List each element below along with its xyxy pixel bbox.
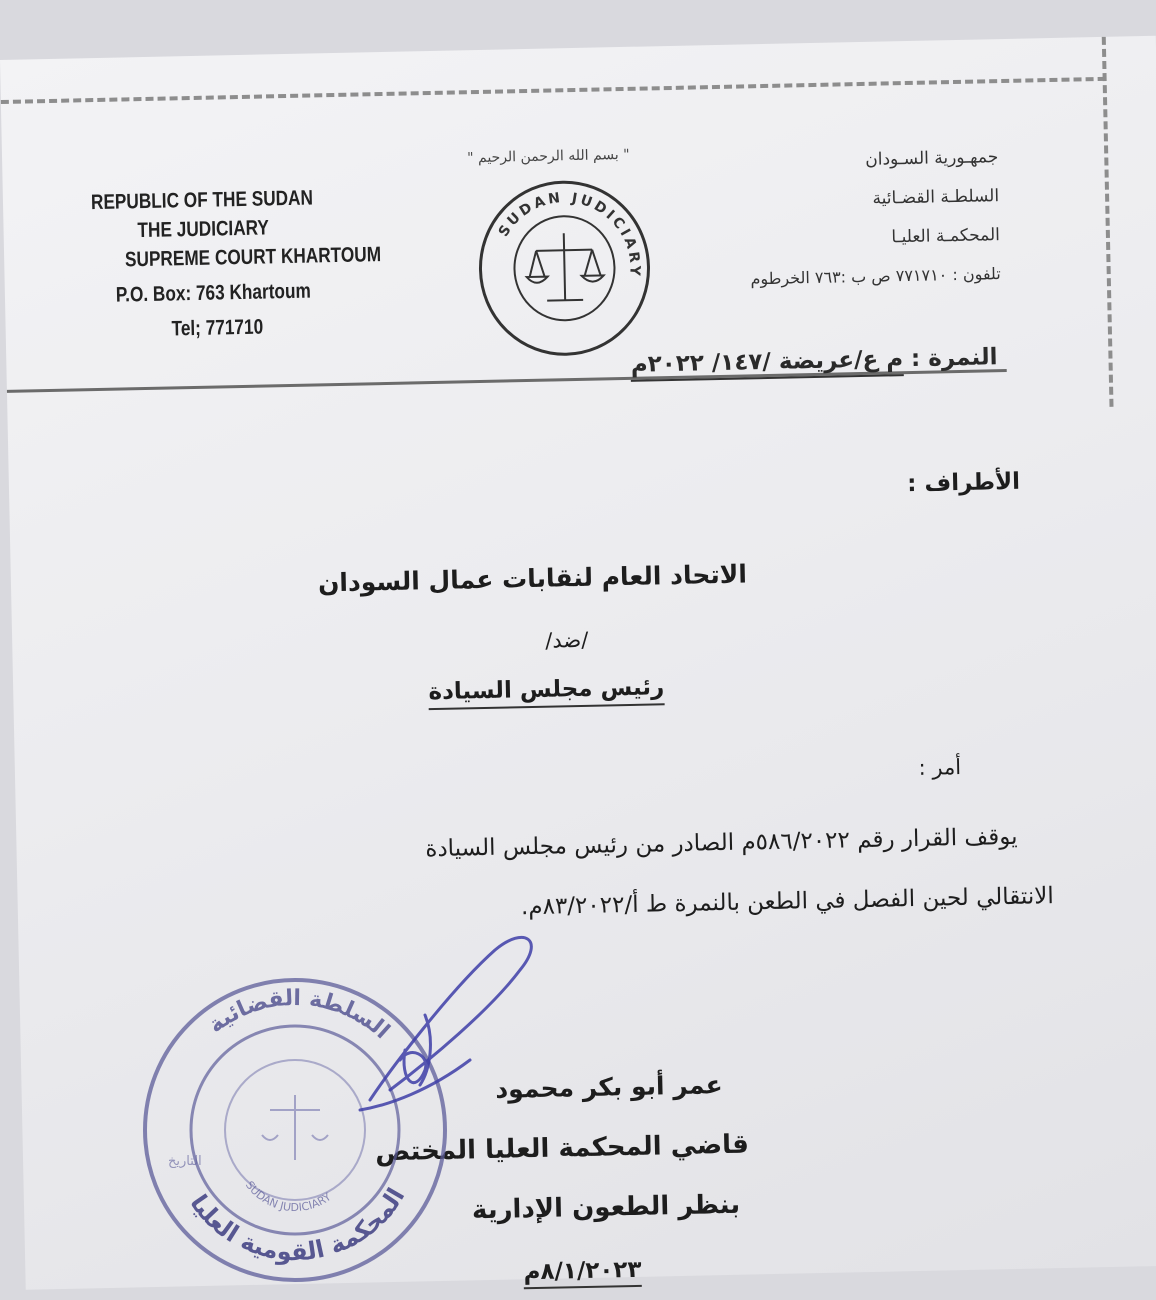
handwritten-signature-icon [330, 920, 560, 1140]
svg-text:SUDAN JUDICIARY [495, 188, 643, 282]
judge-name: عمر أبو بكر محمود [494, 1070, 723, 1104]
letterhead-country-ar: جمهـورية السـودان [865, 147, 999, 170]
order-text-line-1: يوقف القرار رقم ٥٨٦/٢٠٢٢م الصادر من رئيس مجلس السيادة [425, 823, 1018, 863]
arabic-letterhead [748, 149, 1001, 309]
letterhead-court: SUPREME COURT KHARTOUM [124, 243, 382, 272]
letterhead-court-ar: المحكمـة العليـا [891, 225, 1001, 248]
english-letterhead [91, 182, 383, 345]
letterhead-pobox: P.O. Box: 763 Khartoum [115, 279, 312, 307]
letterhead-country: REPUBLIC OF THE SUDAN [90, 186, 314, 215]
svg-text:SUDAN JUDICIARY [243, 1179, 334, 1214]
order-text-line-2: الانتقالي لحين الفصل في الطعن بالنمرة ط أ/٨٣/٢٠٢٢م. [520, 883, 1055, 921]
reference-label: النمرة : [910, 344, 998, 372]
versus-label: /ضد/ [545, 627, 589, 653]
judge-title: قاضي المحكمة العليا المختص [374, 1129, 750, 1168]
letterhead-tel: Tel; 771710 [171, 315, 264, 341]
letterhead-judiciary-ar: السلطـة القضـائية [872, 186, 1000, 209]
basmala: " بسم الله الرحمن الرحيم " [466, 146, 630, 167]
parties-label: الأطراف : [907, 468, 1021, 498]
letterhead-judiciary: THE JUDICIARY [137, 216, 270, 243]
letterhead-phone-ar: تلفون : ٧٧١٧١٠ ص ب :٧٦٣ الخرطوم [750, 264, 1001, 289]
stamp-bottom-text: المحكمة القومية العليا [184, 1183, 411, 1267]
emblem-text: SUDAN JUDICIARY [495, 189, 643, 279]
signature-date: ٨/١/٢٠٢٣م [523, 1257, 641, 1289]
header-dashed-border-right [1102, 37, 1114, 407]
stamp-inner-text: SUDAN JUDICIARY [242, 1178, 334, 1215]
reference-value: م ع/عريضة /١٤٧/ ٢٠٢٢م [631, 346, 904, 382]
judiciary-emblem-icon [473, 176, 657, 360]
judge-title-line-2: بنظر الطعون الإدارية [471, 1189, 741, 1226]
party-defendant: رئيس مجلس السيادة [428, 674, 664, 710]
party-plaintiff: الاتحاد العام لنقابات عمال السودان [317, 559, 748, 598]
header-dashed-border-top [1, 77, 1106, 104]
stamp-date-label: التاريخ [168, 1154, 202, 1169]
stamp-top-text: السلطة القضائية [203, 985, 395, 1045]
order-label: أمر : [918, 755, 962, 780]
